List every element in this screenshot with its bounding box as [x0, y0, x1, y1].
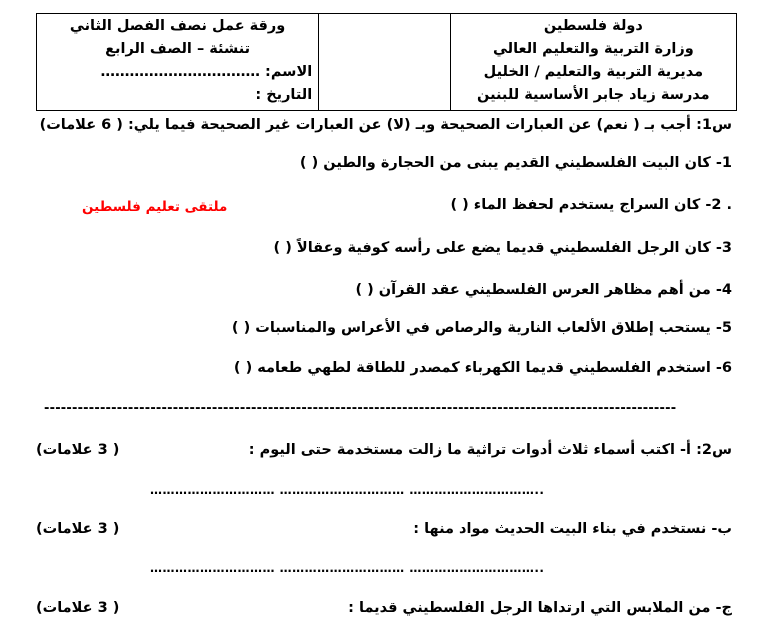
q2c-marks: ( 3 علامات): [36, 600, 120, 616]
q1-item-5: 5- يستحب إطلاق الألعاب النارية والرصاص في الأعراس والمناسبات ( ): [231, 320, 732, 336]
q2b-text: ب- نستخدم في بناء البيت الحديث مواد منها :: [413, 521, 732, 537]
q2b-marks: ( 3 علامات): [36, 521, 120, 537]
section-separator: -----------------------------------------------------------------------------------------------------------------: [44, 401, 677, 416]
q1-item-4: 4- من أهم مظاهر العرس الفلسطيني عقد القرآن ( ): [355, 282, 732, 298]
q1-item-6: 6- استخدم الفلسطيني قديما الكهرباء كمصدر للطاقة لطهي طعامه ( ): [233, 360, 732, 376]
q2a-marks: ( 3 علامات): [36, 442, 120, 458]
q1-item-3: 3- كان الرجل الفلسطيني قديما يضع على رأسه كوفية وعقالاً ( ): [273, 240, 732, 256]
watermark-text: ملتقى تعليم فلسطين: [82, 199, 228, 215]
name-dots: ……………………………: [100, 64, 260, 80]
q1-item-1: 1- كان البيت الفلسطيني القديم يبنى من الحجارة والطين ( ): [299, 155, 732, 171]
q2b-answer-dots: ………………………… ………………………… …………………………..: [150, 561, 545, 575]
ministry-line: وزارة التربية والتعليم العالي: [492, 41, 694, 57]
school-info-cell: [450, 14, 736, 111]
school-name-line: مدرسة زياد جابر الأساسية للبنين: [477, 87, 710, 103]
q2a-answer-dots: ………………………… ………………………… …………………………..: [150, 483, 545, 497]
worksheet-info-cell: [37, 14, 319, 111]
q1-instruction: س1: أجب بـ ( نعم) عن العبارات الصحيحة وبـ (لا) عن العبارات غير الصحيحة فيما يلي: ( 6 علامات): [39, 117, 732, 133]
q2c-text: ج- من الملابس التي ارتداها الرجل الفلسطيني قديما :: [348, 600, 732, 616]
name-label: الاسم:: [265, 64, 313, 80]
worksheet-title: ورقة عمل نصف الفصل الثاني: [69, 18, 286, 34]
empty-header-cell: [319, 14, 451, 111]
name-field: [43, 61, 312, 84]
directorate-line: مديرية التربية والتعليم / الخليل: [483, 64, 704, 80]
q1-item-2: . 2- كان السراج يستخدم لحفظ الماء ( ): [450, 197, 732, 213]
header-table: [36, 13, 737, 111]
worksheet-subject: تنشئة – الصف الرابع: [105, 41, 251, 57]
date-label: التاريخ :: [255, 87, 313, 103]
country-line: دولة فلسطين: [543, 18, 643, 34]
q2a-text: س2: أ- اكتب أسماء ثلاث أدوات تراثية ما زالت مستخدمة حتى اليوم :: [248, 442, 732, 458]
